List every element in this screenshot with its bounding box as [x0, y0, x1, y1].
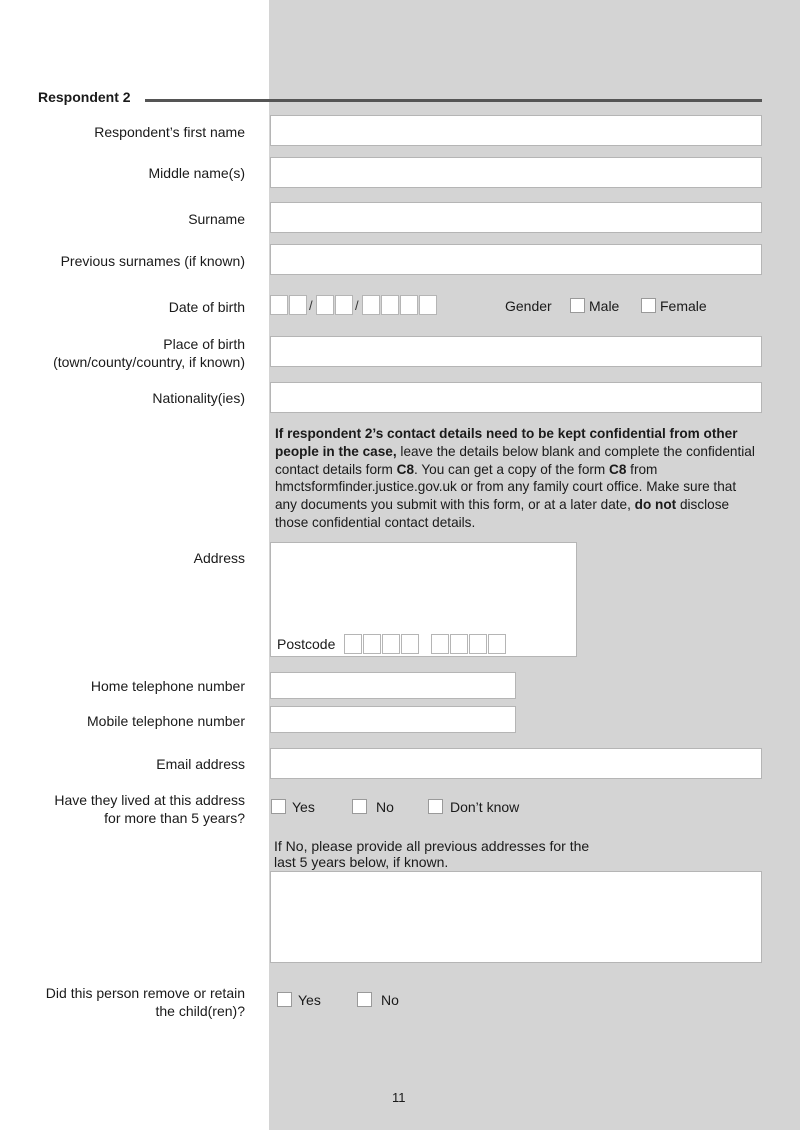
- postcode-char[interactable]: [401, 634, 419, 654]
- home-phone-input[interactable]: [270, 672, 516, 699]
- postcode-label: Postcode: [277, 636, 336, 652]
- middle-names-input[interactable]: [270, 157, 762, 188]
- confidential-note-text: from hmctsformfinder.justice.gov.uk or from any family court office. Make sure that any documents you submit with this form, or at a later date,: [275, 461, 737, 513]
- dob-year-cells[interactable]: [362, 295, 438, 315]
- dob-day-digit[interactable]: [270, 295, 288, 315]
- dob-month-cells[interactable]: [316, 295, 354, 315]
- postcode-char[interactable]: [431, 634, 449, 654]
- confidential-details-note: [275, 425, 755, 532]
- address-label: Address: [193, 550, 245, 566]
- postcode-char[interactable]: [450, 634, 468, 654]
- first-name-label: Respondent’s first name: [94, 124, 245, 140]
- lived-five-years-label: [54, 791, 245, 827]
- do-not-emphasis: do not: [634, 497, 677, 513]
- mobile-phone-label: Mobile telephone number: [87, 713, 245, 729]
- form-code: C8: [396, 461, 415, 477]
- surname-label: Surname: [188, 211, 245, 227]
- confidential-note-text: disclose those confidential contact details.: [275, 497, 730, 530]
- email-input[interactable]: [270, 748, 762, 779]
- dob-day-cells[interactable]: [270, 295, 308, 315]
- lived-five-years-line2: for more than 5 years?: [104, 810, 245, 826]
- date-of-birth-label: Date of birth: [168, 299, 245, 315]
- previous-addresses-note-line2: last 5 years below, if known.: [274, 854, 449, 870]
- dob-day-digit[interactable]: [289, 295, 307, 315]
- gender-male-label: Male: [589, 298, 620, 314]
- place-of-birth-label: [53, 335, 245, 371]
- surname-input[interactable]: [270, 202, 762, 233]
- previous-surnames-input[interactable]: [270, 244, 762, 275]
- gender-female-label: Female: [660, 298, 707, 314]
- home-phone-label: Home telephone number: [90, 678, 245, 694]
- place-of-birth-label-line1: Place of birth: [163, 336, 245, 352]
- previous-addresses-input[interactable]: [270, 871, 762, 963]
- email-label: Email address: [156, 756, 245, 772]
- confidential-note-text: leave the details below blank and complete the confidential contact details form: [275, 443, 755, 477]
- remove-no-label: No: [381, 992, 399, 1008]
- remove-retain-line1: Did this person remove or retain: [45, 985, 245, 1001]
- lived-no-checkbox[interactable]: [352, 799, 367, 814]
- postcode-char[interactable]: [382, 634, 400, 654]
- previous-addresses-note: [274, 838, 589, 870]
- remove-retain-line2: the child(ren)?: [155, 1003, 245, 1019]
- date-separator: /: [309, 298, 313, 313]
- remove-retain-label: [46, 984, 245, 1020]
- gender-male-checkbox[interactable]: [570, 298, 585, 313]
- page-number: 11: [392, 1090, 406, 1105]
- remove-no-checkbox[interactable]: [357, 992, 372, 1007]
- place-of-birth-input[interactable]: [270, 336, 762, 367]
- postcode-char[interactable]: [363, 634, 381, 654]
- confidential-note-text: . You can get a copy of the form: [414, 461, 610, 477]
- nationality-input[interactable]: [270, 382, 762, 413]
- postcode-char[interactable]: [344, 634, 362, 654]
- remove-yes-checkbox[interactable]: [277, 992, 292, 1007]
- previous-addresses-note-line1: If No, please provide all previous addresses for the: [274, 838, 590, 854]
- gender-label: Gender: [505, 298, 552, 314]
- postcode-char[interactable]: [488, 634, 506, 654]
- confidential-note-bold-intro: If respondent 2’s contact details need to be kept confidential from other people in the case,: [275, 426, 738, 459]
- middle-names-label: Middle name(s): [148, 165, 245, 181]
- lived-yes-label: Yes: [292, 799, 315, 815]
- remove-yes-label: Yes: [298, 992, 321, 1008]
- section-title: Respondent 2: [38, 89, 131, 105]
- date-separator: /: [355, 298, 359, 313]
- postcode-outward-cells[interactable]: [344, 634, 420, 654]
- lived-dont-know-checkbox[interactable]: [428, 799, 443, 814]
- mobile-phone-input[interactable]: [270, 706, 516, 733]
- section-divider: [145, 99, 762, 102]
- dob-year-digit[interactable]: [419, 295, 437, 315]
- lived-dont-know-label: Don’t know: [450, 799, 520, 815]
- postcode-char[interactable]: [469, 634, 487, 654]
- gender-female-checkbox[interactable]: [641, 298, 656, 313]
- dob-year-digit[interactable]: [381, 295, 399, 315]
- dob-year-digit[interactable]: [362, 295, 380, 315]
- first-name-input[interactable]: [270, 115, 762, 146]
- dob-month-digit[interactable]: [316, 295, 334, 315]
- previous-surnames-label: Previous surnames (if known): [60, 253, 245, 269]
- lived-yes-checkbox[interactable]: [271, 799, 286, 814]
- form-code: C8: [609, 461, 627, 477]
- dob-year-digit[interactable]: [400, 295, 418, 315]
- place-of-birth-label-line2: (town/county/country, if known): [53, 354, 245, 370]
- postcode-inward-cells[interactable]: [431, 634, 507, 654]
- lived-five-years-line1: Have they lived at this address: [54, 792, 245, 808]
- nationality-label: Nationality(ies): [152, 390, 245, 406]
- lived-no-label: No: [376, 799, 394, 815]
- dob-month-digit[interactable]: [335, 295, 353, 315]
